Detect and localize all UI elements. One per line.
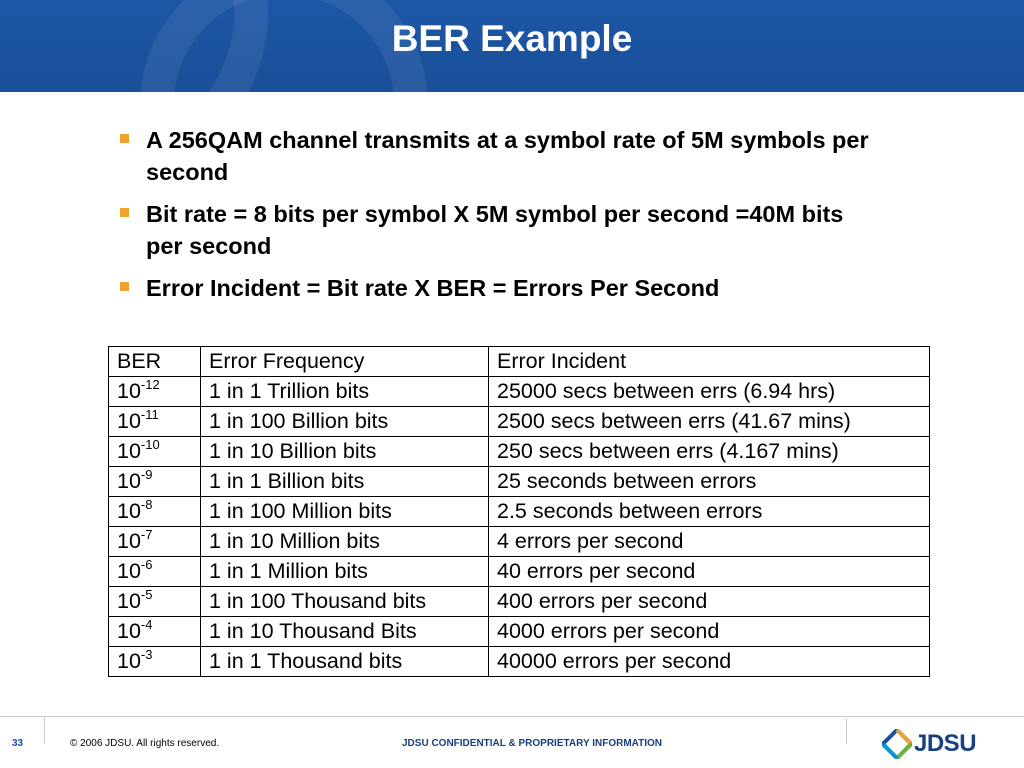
bullet-item [118,272,878,304]
ber-base: 10 [117,649,141,673]
frequency-cell: 1 in 1 Billion bits [201,467,489,497]
header-error-frequency: Error Frequency [201,347,489,377]
footer-separator [44,718,45,744]
incident-cell: 4000 errors per second [489,617,930,647]
ber-base: 10 [117,589,141,613]
table-row [109,587,930,617]
ber-cell [109,437,201,467]
ber-cell [109,527,201,557]
frequency-cell: 1 in 100 Million bits [201,497,489,527]
ber-exponent: -6 [140,557,153,572]
ber-cell [109,587,201,617]
ber-base: 10 [117,619,141,643]
ber-exponent: -9 [140,467,153,482]
jdsu-logo [882,726,992,762]
slide-title: BER Example [391,18,633,59]
title-banner [0,0,1024,92]
ber-exponent: -12 [140,377,160,392]
frequency-cell: 1 in 100 Billion bits [201,407,489,437]
ber-exponent: -8 [140,497,153,512]
table-row [109,557,930,587]
ber-exponent: -10 [140,437,160,452]
ber-exponent: -5 [140,587,153,602]
table-row [109,527,930,557]
bullet-item [118,198,878,262]
frequency-cell: 1 in 1 Million bits [201,557,489,587]
ber-exponent: -11 [140,407,159,422]
table-row [109,617,930,647]
table-header-row [109,347,930,377]
ber-cell [109,497,201,527]
incident-cell: 4 errors per second [489,527,930,557]
frequency-cell: 1 in 10 Million bits [201,527,489,557]
table-row [109,377,930,407]
ber-base: 10 [117,379,141,403]
header-ber: BER [109,347,201,377]
table-row [109,437,930,467]
header-error-incident: Error Incident [489,347,930,377]
ber-base: 10 [117,409,141,433]
copyright-text: © 2006 JDSU. All rights reserved. [70,738,220,749]
ber-base: 10 [117,499,141,523]
incident-cell: 40000 errors per second [489,647,930,677]
frequency-cell: 1 in 10 Thousand Bits [201,617,489,647]
ber-table [108,346,930,677]
jdsu-logo-icon [882,729,912,759]
ber-base: 10 [117,439,141,463]
bullet-square-icon [120,208,129,217]
bullet-text: A 256QAM channel transmits at a symbol rate of 5M symbols per second [146,127,869,185]
incident-cell: 250 secs between errs (4.167 mins) [489,437,930,467]
table-row [109,407,930,437]
incident-cell: 2.5 seconds between errors [489,497,930,527]
footer-separator [846,718,847,744]
ber-base: 10 [117,469,141,493]
bullet-list [118,124,878,314]
ber-cell [109,467,201,497]
incident-cell: 400 errors per second [489,587,930,617]
bullet-item [118,124,878,188]
table-row [109,467,930,497]
ber-exponent: -4 [140,617,153,632]
ber-cell [109,377,201,407]
ber-cell [109,557,201,587]
ber-base: 10 [117,559,141,583]
bullet-square-icon [120,134,129,143]
table-row [109,647,930,677]
bullet-text: Error Incident = Bit rate X BER = Errors Per Second [146,275,720,301]
bullet-text: Bit rate = 8 bits per symbol X 5M symbol per second =40M bits per second [146,201,844,259]
frequency-cell: 1 in 10 Billion bits [201,437,489,467]
confidential-notice: JDSU CONFIDENTIAL & PROPRIETARY INFORMATION [402,738,663,749]
ber-exponent: -7 [140,527,153,542]
incident-cell: 25 seconds between errors [489,467,930,497]
incident-cell: 2500 secs between errs (41.67 mins) [489,407,930,437]
ber-cell [109,647,201,677]
page-number: 33 [12,738,24,749]
incident-cell: 25000 secs between errs (6.94 hrs) [489,377,930,407]
bullet-square-icon [120,282,129,291]
ber-cell [109,407,201,437]
logo-wordmark: JDSU [914,730,977,757]
ber-base: 10 [117,529,141,553]
frequency-cell: 1 in 1 Trillion bits [201,377,489,407]
ber-cell [109,617,201,647]
footer-divider [0,716,1024,717]
incident-cell: 40 errors per second [489,557,930,587]
table-row [109,497,930,527]
frequency-cell: 1 in 1 Thousand bits [201,647,489,677]
ber-exponent: -3 [140,647,153,662]
frequency-cell: 1 in 100 Thousand bits [201,587,489,617]
